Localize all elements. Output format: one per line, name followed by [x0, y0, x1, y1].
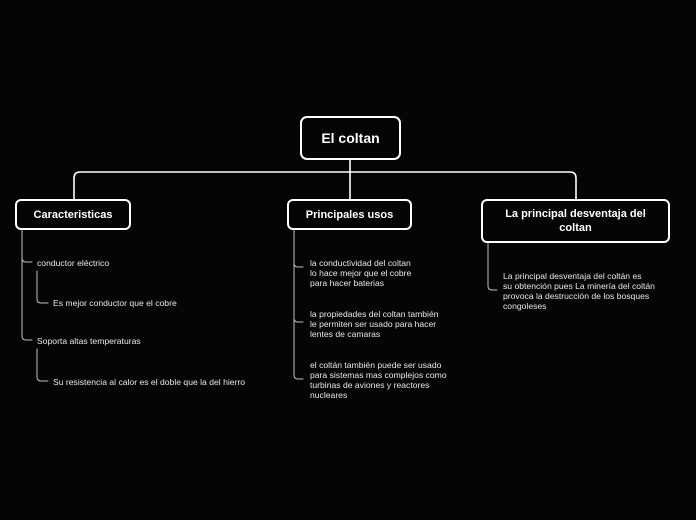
- connector-item-usos-2: [294, 318, 303, 322]
- topic-principales-usos[interactable]: Principales usos: [287, 199, 412, 230]
- item-line: para sistemas mas complejos como: [310, 370, 447, 380]
- connector-caracteristicas-items: [22, 230, 32, 340]
- connector-usos-items: [294, 230, 303, 379]
- item-line: la conductividad del coltan: [310, 258, 411, 268]
- item-conductor-electrico[interactable]: conductor eléctrico: [37, 258, 110, 268]
- item-line: le permiten ser usado para hacer: [310, 319, 437, 329]
- item-uso-turbinas[interactable]: [310, 360, 447, 400]
- item-line: para hacer baterias: [310, 278, 385, 288]
- item-line: congoleses: [503, 301, 547, 311]
- item-line: la propiedades del coltan también: [310, 309, 439, 319]
- topic-caracteristicas[interactable]: Caracteristicas: [15, 199, 131, 230]
- item-line: turbinas de aviones y reactores: [310, 380, 430, 390]
- connector-sub-temperaturas: [37, 349, 48, 381]
- connector-desventaja-item: [488, 243, 497, 290]
- item-line: nucleares: [310, 390, 348, 400]
- connector-item-conductor: [22, 258, 32, 262]
- root-node[interactable]: El coltan: [300, 116, 401, 160]
- item-uso-baterias[interactable]: [310, 258, 411, 288]
- connector-topic-bar: [74, 172, 576, 199]
- item-uso-lentes[interactable]: [310, 309, 439, 339]
- item-line: lentes de camaras: [310, 329, 381, 339]
- item-line: provoca la destrucción de los bosques: [503, 291, 650, 301]
- connector-item-usos-1: [294, 263, 303, 267]
- item-altas-temperaturas[interactable]: Soporta altas temperaturas: [37, 336, 141, 346]
- topic-desventaja[interactable]: La principal desventaja del coltan: [481, 199, 670, 243]
- connector-sub-conductor: [37, 271, 48, 303]
- item-line: el coltán también puede ser usado: [310, 360, 442, 370]
- item-line: lo hace mejor que el cobre: [310, 268, 412, 278]
- item-line: su obtención pues La minería del coltán: [503, 281, 655, 291]
- item-line: La principal desventaja del coltán es: [503, 271, 642, 281]
- subitem-mejor-conductor[interactable]: Es mejor conductor que el cobre: [53, 298, 177, 308]
- subitem-resistencia-calor[interactable]: Su resistencia al calor es el doble que la del hierro: [53, 377, 246, 387]
- item-desventaja-mineria[interactable]: [503, 271, 655, 311]
